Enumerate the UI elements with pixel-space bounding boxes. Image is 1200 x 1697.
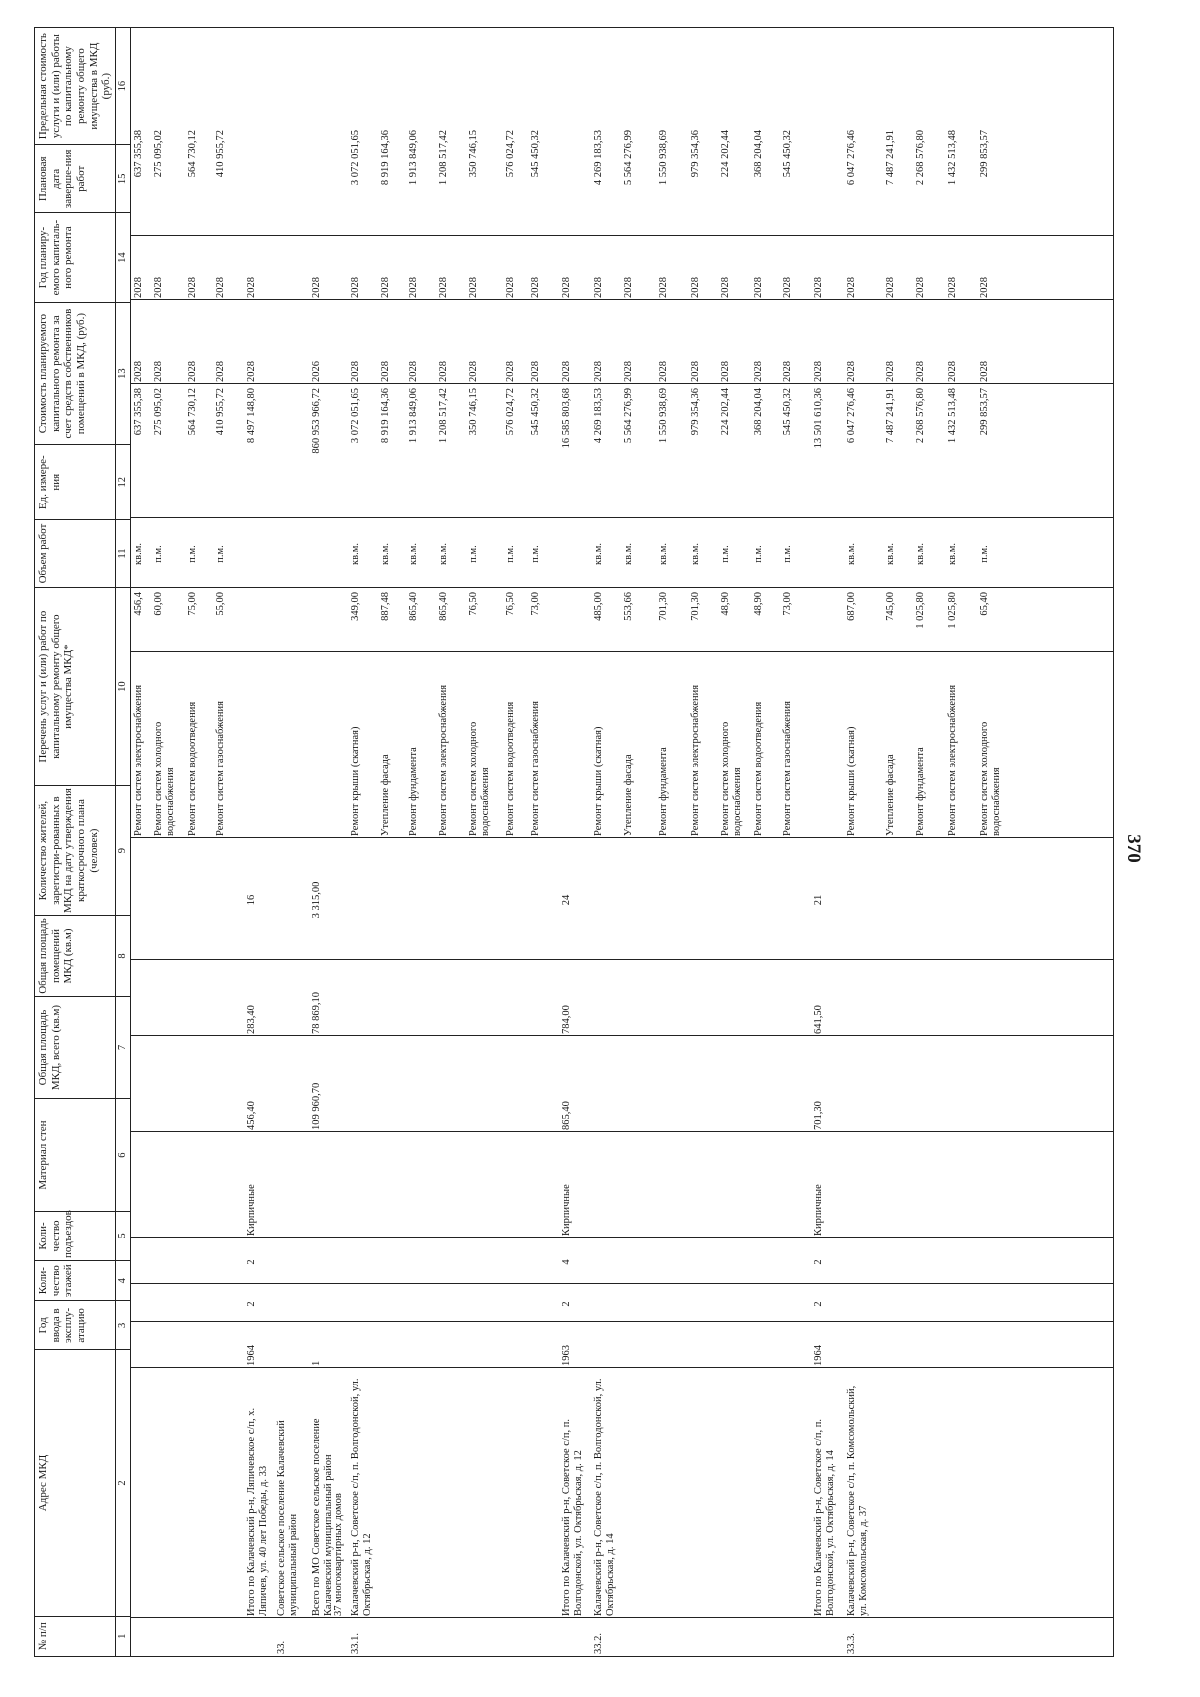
- cell-entrances: 2: [812, 1259, 824, 1265]
- table-body-row: [130, 28, 1113, 1657]
- col-7-number: 7: [115, 996, 130, 1098]
- cell-max-cost: 6 047 276,46: [845, 130, 857, 186]
- cell-work-volume: 48,90: [719, 592, 731, 616]
- cell-repair-year: 2028: [186, 361, 198, 382]
- table-body: [130, 28, 1113, 1657]
- cell-planned-cost: 350 746,15: [467, 388, 479, 436]
- col-16-title: Предельная стоимость услуги и (или) работы по капитальному ремонту общего имущества в МКД (руб.): [35, 28, 116, 145]
- cell-planned-cost: 4 269 183,53: [592, 388, 604, 444]
- column-rule: [131, 959, 1113, 960]
- cell-row-number: 33.3.: [845, 1633, 857, 1654]
- cell-floors: 2: [560, 1301, 572, 1307]
- cell-repair-year: 2028: [978, 361, 990, 382]
- cell-entrances: 4: [560, 1259, 572, 1265]
- cell-work-volume: 75,00: [186, 592, 198, 616]
- cell-max-cost: 275 095,02: [152, 130, 164, 178]
- col-14-number: 14: [115, 213, 130, 302]
- cell-completion-date: 2028: [689, 277, 701, 298]
- cell-repair-year: 2028: [884, 361, 896, 382]
- cell-work-type: Ремонт систем газоснабжения: [214, 701, 226, 836]
- cell-planned-cost: 13 501 610,36: [812, 388, 824, 449]
- cell-max-cost: 979 354,36: [689, 130, 701, 178]
- col-12-title: Ед. измере-ния: [35, 445, 116, 520]
- cell-work-volume: 553,66: [622, 592, 634, 621]
- cell-year-built: 1: [310, 1360, 322, 1366]
- cell-repair-year: 2028: [407, 361, 419, 382]
- cell-repair-year: 2028: [437, 361, 449, 382]
- cell-work-volume: 48,90: [752, 592, 764, 616]
- cell-total-area: 109 960,70: [310, 1082, 322, 1130]
- cell-work-volume: 65,40: [978, 592, 990, 616]
- cell-repair-year: 2026: [310, 361, 322, 382]
- cell-work-type: Ремонт систем газоснабжения: [781, 701, 793, 836]
- cell-address: Советское сельское поселение Калачевский муниципальный район: [275, 1420, 300, 1616]
- cell-planned-cost: 1 550 938,69: [657, 388, 669, 444]
- cell-completion-date: 2028: [719, 277, 731, 298]
- cell-work-volume: 887,48: [379, 592, 391, 621]
- cell-unit: кв.м.: [657, 543, 669, 565]
- cell-completion-date: 2028: [504, 277, 516, 298]
- cell-work-type: Ремонт фундамента: [657, 747, 669, 836]
- cell-repair-year: 2028: [245, 361, 257, 382]
- cell-unit: п.м.: [719, 545, 731, 563]
- cell-repair-year: 2028: [946, 361, 958, 382]
- cell-planned-cost: 545 450,32: [529, 388, 541, 436]
- cell-unit: п.м.: [529, 545, 541, 563]
- col-10-number: 10: [115, 588, 130, 786]
- column-rule: [131, 1131, 1113, 1132]
- col-15-title: Плановая дата заверше-ния работ: [35, 145, 116, 213]
- cell-completion-date: 2028: [132, 277, 144, 298]
- cell-repair-year: 2028: [379, 361, 391, 382]
- cell-work-type: Ремонт крыши (скатная): [845, 726, 857, 836]
- header-title-row: [35, 28, 116, 1657]
- cell-premises-area: 78 869,10: [310, 992, 322, 1034]
- cell-work-type: Утепление фасада: [379, 754, 391, 836]
- cell-completion-date: 2028: [781, 277, 793, 298]
- cell-planned-cost: 16 585 803,68: [560, 388, 572, 449]
- col-5-title: Коли-чество подъездов: [35, 1211, 116, 1260]
- cell-unit: п.м.: [214, 545, 226, 563]
- cell-max-cost: 1 432 513,48: [946, 130, 958, 186]
- col-11-title: Объем работ: [35, 519, 116, 587]
- cell-completion-date: 2028: [349, 277, 361, 298]
- capital-repair-table: [34, 27, 1114, 1657]
- cell-planned-cost: 7 487 241,91: [884, 388, 896, 444]
- cell-max-cost: 7 487 241,91: [884, 130, 896, 186]
- column-rule: [131, 837, 1113, 838]
- col-4-title: Коли-чество этажей: [35, 1260, 116, 1300]
- cell-year-built: 1964: [812, 1345, 824, 1366]
- cell-max-cost: 545 450,32: [781, 130, 793, 178]
- cell-repair-year: 2028: [845, 361, 857, 382]
- cell-residents: 24: [560, 894, 572, 906]
- cell-planned-cost: 1 913 849,06: [407, 388, 419, 444]
- cell-completion-date: 2028: [529, 277, 541, 298]
- cell-planned-cost: 2 268 576,80: [914, 388, 926, 444]
- cell-wall-material: Кирпичные: [812, 1184, 824, 1236]
- cell-planned-cost: 860 953 966,72: [310, 388, 322, 454]
- cell-repair-year: 2028: [592, 361, 604, 382]
- cell-total-area: 456,40: [245, 1101, 257, 1130]
- cell-repair-year: 2028: [214, 361, 226, 382]
- cell-work-volume: 349,00: [349, 592, 361, 621]
- cell-work-volume: 485,00: [592, 592, 604, 621]
- column-rule: [131, 1283, 1113, 1284]
- cell-planned-cost: 8 919 164,36: [379, 388, 391, 444]
- cell-residents: 3 315,00: [310, 881, 322, 919]
- cell-max-cost: 1 913 849,06: [407, 130, 419, 186]
- cell-work-volume: 73,00: [781, 592, 793, 616]
- cell-planned-cost: 299 853,57: [978, 388, 990, 436]
- cell-planned-cost: 979 354,36: [689, 388, 701, 436]
- cell-work-volume: 73,00: [529, 592, 541, 616]
- col-8-title: Общая площадь помещений МКД (кв.м): [35, 916, 116, 997]
- col-1-title: № п/п: [35, 1616, 116, 1656]
- cell-planned-cost: 368 204,04: [752, 388, 764, 436]
- cell-repair-year: 2028: [781, 361, 793, 382]
- cell-unit: кв.м.: [689, 543, 701, 565]
- cell-repair-year: 2028: [914, 361, 926, 382]
- cell-unit: кв.м.: [622, 543, 634, 565]
- cell-unit: кв.м.: [407, 543, 419, 565]
- cell-completion-date: 2028: [592, 277, 604, 298]
- cell-entrances: 2: [245, 1259, 257, 1265]
- cell-unit: кв.м.: [914, 543, 926, 565]
- cell-completion-date: 2028: [845, 277, 857, 298]
- cell-planned-cost: 3 072 051,65: [349, 388, 361, 444]
- cell-work-volume: 60,00: [152, 592, 164, 616]
- cell-address: 37 многоквартирных домов: [332, 1493, 344, 1616]
- col-15-number: 15: [115, 145, 130, 213]
- col-4-number: 4: [115, 1260, 130, 1300]
- table-header: [35, 28, 131, 1657]
- cell-address: Калачевский р-н, Советское с/п, п. Волгодонской, ул. Октябрьская, д. 14: [592, 1378, 617, 1616]
- cell-premises-area: 641,50: [812, 1005, 824, 1034]
- cell-max-cost: 637 355,38: [132, 130, 144, 178]
- cell-total-area: 701,30: [812, 1101, 824, 1130]
- cell-address: Итого по Калачевский р-н, Советское с/п, п. Волгодонской, ул. Октябрьская, д. 14: [812, 1419, 837, 1616]
- col-11-number: 11: [115, 519, 130, 587]
- cell-work-type: Утепление фасада: [884, 754, 896, 836]
- column-rule: [131, 1321, 1113, 1322]
- col-9-title: Количество жителей, зарегистри-рованных в МКД на дату утверждения краткосрочного плана (человек): [35, 786, 116, 916]
- col-6-number: 6: [115, 1099, 130, 1212]
- cell-work-volume: 701,30: [657, 592, 669, 621]
- cell-repair-year: 2028: [504, 361, 516, 382]
- cell-planned-cost: 224 202,44: [719, 388, 731, 436]
- cell-repair-year: 2028: [152, 361, 164, 382]
- col-5-number: 5: [115, 1211, 130, 1260]
- cell-max-cost: 299 853,57: [978, 130, 990, 178]
- cell-floors: 2: [812, 1301, 824, 1307]
- cell-work-type: Ремонт систем водоотведения: [186, 701, 198, 836]
- cell-unit: кв.м.: [349, 543, 361, 565]
- cell-max-cost: 4 269 183,53: [592, 130, 604, 186]
- cell-work-type: Ремонт систем холодного водоснабжения: [467, 721, 492, 836]
- cell-address: Калачевский р-н, Советское с/п, п. Волгодонской, ул. Октябрьская, д. 12: [349, 1378, 374, 1616]
- cell-unit: кв.м.: [592, 543, 604, 565]
- cell-address: Калачевский р-н, Советское с/п, п. Комсомольский, ул. Комсомольская, д. 37: [845, 1385, 870, 1616]
- cell-completion-date: 2028: [214, 277, 226, 298]
- cell-work-type: Ремонт фундамента: [407, 747, 419, 836]
- col-2-number: 2: [115, 1350, 130, 1616]
- cell-planned-cost: 564 730,12: [186, 388, 198, 436]
- cell-planned-cost: 410 955,72: [214, 388, 226, 436]
- cell-work-type: Ремонт систем холодного водоснабжения: [978, 721, 1003, 836]
- cell-work-type: Ремонт фундамента: [914, 747, 926, 836]
- cell-completion-date: 2028: [946, 277, 958, 298]
- cell-work-volume: 745,00: [884, 592, 896, 621]
- cell-year-built: 1963: [560, 1345, 572, 1366]
- cell-total-area: 865,40: [560, 1101, 572, 1130]
- cell-planned-cost: 5 564 276,99: [622, 388, 634, 444]
- header-number-row: [115, 28, 130, 1657]
- col-12-number: 12: [115, 445, 130, 520]
- cell-address: Итого по Калачевский р-н, Советское с/п, п. Волгодонской, ул. Октябрьская, д. 12: [560, 1419, 585, 1616]
- cell-wall-material: Кирпичные: [560, 1184, 572, 1236]
- cell-completion-date: 2028: [622, 277, 634, 298]
- col-3-title: Год ввода в эксплу-атацию: [35, 1301, 116, 1350]
- cell-work-type: Ремонт систем холодного водоснабжения: [152, 721, 177, 836]
- cell-completion-date: 2028: [560, 277, 572, 298]
- cell-completion-date: 2028: [978, 277, 990, 298]
- cell-address: Всего по МО Советское сельское поселение Калачевский муниципальный район: [310, 1418, 335, 1616]
- cell-row-number: 33.: [275, 1640, 287, 1654]
- col-8-number: 8: [115, 916, 130, 997]
- cell-residents: 21: [812, 894, 824, 906]
- cell-address: Итого по Калачевский р-н, Ляпичевское с/п, х. Ляпичев, ул. 40 лет Победы, д. 33: [245, 1407, 270, 1616]
- cell-completion-date: 2028: [752, 277, 764, 298]
- cell-work-type: Ремонт крыши (скатная): [349, 726, 361, 836]
- column-rule: [131, 1237, 1113, 1238]
- cell-work-type: Ремонт систем газоснабжения: [529, 701, 541, 836]
- cell-unit: кв.м.: [437, 543, 449, 565]
- cell-work-volume: 865,40: [407, 592, 419, 621]
- column-rule: [131, 299, 1113, 300]
- cell-max-cost: 1 550 938,69: [657, 130, 669, 186]
- cell-max-cost: 576 024,72: [504, 130, 516, 178]
- cell-unit: п.м.: [752, 545, 764, 563]
- cell-repair-year: 2028: [657, 361, 669, 382]
- cell-work-type: Ремонт систем водоотведения: [752, 701, 764, 836]
- col-1-number: 1: [115, 1616, 130, 1656]
- col-13-title: Стоимость планируемого капитального ремонта за счет средств собственников помещений в МКД, (руб.): [35, 302, 116, 445]
- cell-max-cost: 224 202,44: [719, 130, 731, 178]
- cell-row-number: 33.1.: [349, 1633, 361, 1654]
- col-13-number: 13: [115, 302, 130, 445]
- cell-max-cost: 5 564 276,99: [622, 130, 634, 186]
- cell-premises-area: 283,40: [245, 1005, 257, 1034]
- column-rule: [131, 587, 1113, 588]
- cell-repair-year: 2028: [560, 361, 572, 382]
- column-rule: [131, 235, 1113, 236]
- column-rule: [131, 517, 1113, 518]
- cell-premises-area: 784,00: [560, 1005, 572, 1034]
- cell-unit: кв.м.: [132, 543, 144, 565]
- cell-repair-year: 2028: [812, 361, 824, 382]
- cell-max-cost: 350 746,15: [467, 130, 479, 178]
- col-7-title: Общая площадь МКД, всего (кв.м): [35, 996, 116, 1098]
- cell-unit: кв.м.: [379, 543, 391, 565]
- cell-completion-date: 2028: [152, 277, 164, 298]
- cell-completion-date: 2028: [812, 277, 824, 298]
- col-6-title: Материал стен: [35, 1099, 116, 1212]
- cell-repair-year: 2028: [689, 361, 701, 382]
- cell-work-volume: 55,00: [214, 592, 226, 616]
- cell-max-cost: 8 919 164,36: [379, 130, 391, 186]
- cell-wall-material: Кирпичные: [245, 1184, 257, 1236]
- cell-unit: кв.м.: [884, 543, 896, 565]
- cell-unit: п.м.: [467, 545, 479, 563]
- column-rule: [131, 1367, 1113, 1368]
- cell-work-volume: 456,4: [132, 592, 144, 616]
- cell-row-number: 33.2.: [592, 1633, 604, 1654]
- col-3-number: 3: [115, 1301, 130, 1350]
- cell-completion-date: 2028: [884, 277, 896, 298]
- cell-work-volume: 76,50: [467, 592, 479, 616]
- cell-work-volume: 1 025,80: [946, 592, 958, 629]
- cell-max-cost: 3 072 051,65: [349, 130, 361, 186]
- cell-planned-cost: 576 024,72: [504, 388, 516, 436]
- col-2-title: Адрес МКД: [35, 1350, 116, 1616]
- cell-completion-date: 2028: [245, 277, 257, 298]
- body-lines: [131, 28, 1113, 1656]
- page-number: 370: [1123, 834, 1144, 863]
- col-10-title: Перечень услуг и (или) работ по капитальному ремонту общего имущества МКД*: [35, 588, 116, 786]
- cell-work-type: Ремонт систем водоотведения: [504, 701, 516, 836]
- col-14-title: Год планиру-емого капиталь-ного ремонта: [35, 213, 116, 302]
- cell-planned-cost: 1 208 517,42: [437, 388, 449, 444]
- cell-unit: кв.м.: [946, 543, 958, 565]
- cell-completion-date: 2028: [467, 277, 479, 298]
- cell-planned-cost: 275 095,02: [152, 388, 164, 436]
- cell-repair-year: 2028: [752, 361, 764, 382]
- cell-planned-cost: 6 047 276,46: [845, 388, 857, 444]
- column-rule: [131, 383, 1113, 384]
- cell-repair-year: 2028: [719, 361, 731, 382]
- cell-work-type: Ремонт крыши (скатная): [592, 726, 604, 836]
- column-rule: [131, 1617, 1113, 1618]
- cell-max-cost: 545 450,32: [529, 130, 541, 178]
- cell-work-volume: 701,30: [689, 592, 701, 621]
- cell-work-volume: 1 025,80: [914, 592, 926, 629]
- cell-planned-cost: 545 450,32: [781, 388, 793, 436]
- cell-max-cost: 564 730,12: [186, 130, 198, 178]
- column-rule: [131, 651, 1113, 652]
- cell-repair-year: 2028: [467, 361, 479, 382]
- cell-completion-date: 2028: [186, 277, 198, 298]
- col-16-number: 16: [115, 28, 130, 145]
- cell-work-volume: 687,00: [845, 592, 857, 621]
- cell-work-volume: 76,50: [504, 592, 516, 616]
- cell-year-built: 1964: [245, 1345, 257, 1366]
- cell-repair-year: 2028: [529, 361, 541, 382]
- cell-planned-cost: 8 497 148,80: [245, 388, 257, 444]
- cell-planned-cost: 637 355,38: [132, 388, 144, 436]
- cell-repair-year: 2028: [349, 361, 361, 382]
- cell-unit: п.м.: [186, 545, 198, 563]
- cell-work-type: Ремонт систем электроснабжения: [946, 684, 958, 836]
- cell-completion-date: 2028: [407, 277, 419, 298]
- cell-work-volume: 865,40: [437, 592, 449, 621]
- cell-work-type: Утепление фасада: [622, 754, 634, 836]
- body-cell: [130, 28, 1113, 1657]
- cell-max-cost: 410 955,72: [214, 130, 226, 178]
- cell-max-cost: 2 268 576,80: [914, 130, 926, 186]
- cell-work-type: Ремонт систем электроснабжения: [689, 684, 701, 836]
- cell-work-type: Ремонт систем электроснабжения: [437, 684, 449, 836]
- cell-floors: 2: [245, 1301, 257, 1307]
- cell-unit: п.м.: [978, 545, 990, 563]
- cell-work-type: Ремонт систем электроснабжения: [132, 684, 144, 836]
- cell-residents: 16: [245, 894, 257, 906]
- cell-max-cost: 1 208 517,42: [437, 130, 449, 186]
- cell-repair-year: 2028: [622, 361, 634, 382]
- cell-unit: п.м.: [504, 545, 516, 563]
- column-rule: [131, 1035, 1113, 1036]
- cell-completion-date: 2028: [914, 277, 926, 298]
- cell-max-cost: 368 204,04: [752, 130, 764, 178]
- cell-completion-date: 2028: [310, 277, 322, 298]
- cell-unit: кв.м.: [845, 543, 857, 565]
- cell-completion-date: 2028: [379, 277, 391, 298]
- cell-repair-year: 2028: [132, 361, 144, 382]
- cell-planned-cost: 1 432 513,48: [946, 388, 958, 444]
- cell-work-type: Ремонт систем холодного водоснабжения: [719, 721, 744, 836]
- cell-completion-date: 2028: [437, 277, 449, 298]
- cell-completion-date: 2028: [657, 277, 669, 298]
- col-9-number: 9: [115, 786, 130, 916]
- cell-unit: п.м.: [781, 545, 793, 563]
- cell-unit: п.м.: [152, 545, 164, 563]
